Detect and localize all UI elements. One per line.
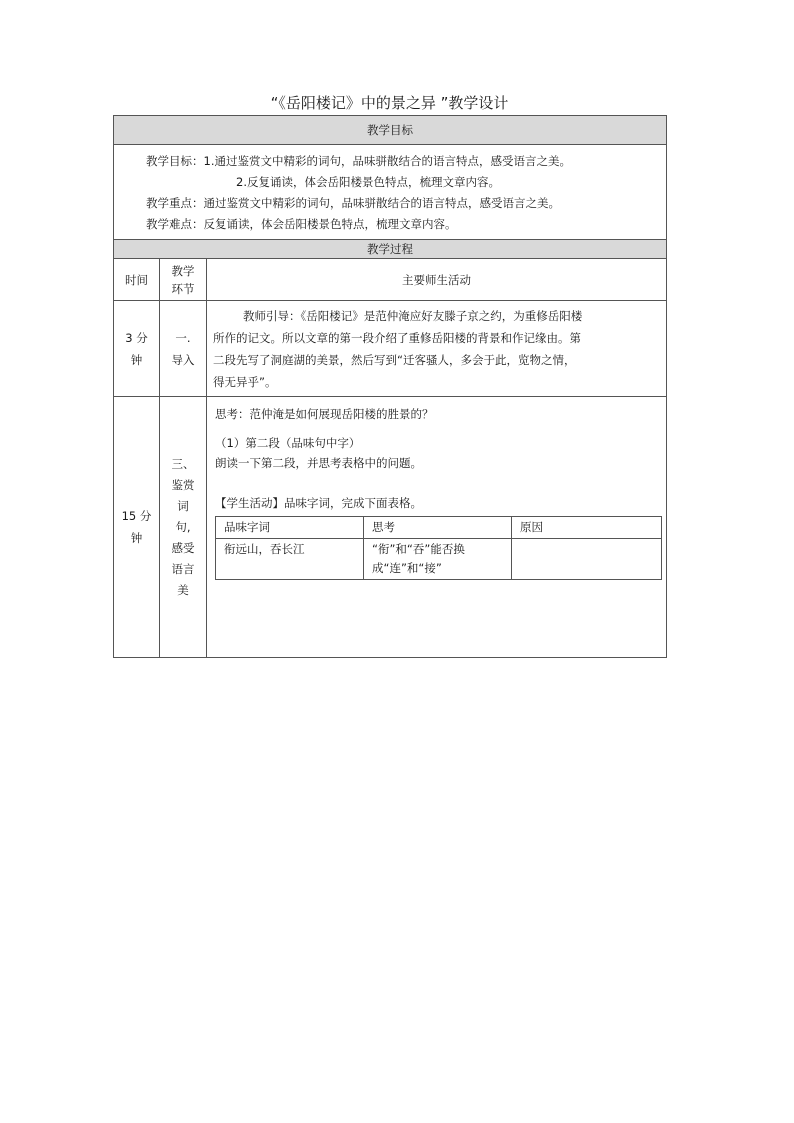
stage-line: 美 <box>177 582 189 597</box>
intro-activity: 教师引导：《岳阳楼记》是范仲淹应好友滕子京之约，为重修岳阳楼 所作的记文。所以文章的第一段介绍了重修岳阳楼的背景和作记缘由。第 二段先写了洞庭湖的美景，然后写到“迁客骚人，多会于此，览物之情， 得无异乎”。 <box>207 301 667 397</box>
stage-line: 感受 <box>171 540 195 555</box>
appreciate-activity <box>207 397 667 658</box>
stage-line: 语言 <box>171 561 195 576</box>
process-header-row <box>114 240 667 259</box>
inner-header-think: 思考 <box>364 517 512 539</box>
appreciate-time: 15 分 钟 <box>114 397 160 658</box>
inner-header-row <box>216 517 662 539</box>
col-stage-header: 教学 环节 <box>160 259 207 301</box>
paragraph-label: （1）第二段（品味句中字） <box>215 436 361 450</box>
inner-word-cell: 衔远山，吞长江 <box>216 539 364 580</box>
goals-row <box>114 145 667 240</box>
col-activity-header: 主要师生活动 <box>207 259 667 301</box>
goals-header: 教学目标 <box>114 116 667 145</box>
student-activity: 【学生活动】品味字词，完成下面表格。 <box>215 496 422 510</box>
read-instruction: 朗读一下第二段，并思考表格中的问题。 <box>215 456 422 470</box>
lesson-plan-table <box>113 115 667 658</box>
goals-cell <box>114 145 667 240</box>
goal-line-2: 2.反复诵读，体会岳阳楼景色特点，梳理文章内容。 <box>236 175 500 189</box>
key-point-line: 教学重点：通过鉴赏文中精彩的词句，品味骈散结合的语言特点，感受语言之美。 <box>146 196 560 210</box>
inner-header-reason: 原因 <box>512 517 662 539</box>
stage-line: 鉴赏 <box>171 477 195 492</box>
appreciate-row <box>114 397 667 658</box>
stage-line: 词 <box>177 498 189 513</box>
intro-stage: 一. 导入 <box>160 301 207 397</box>
document-title: “《岳阳楼记》中的景之异 ”教学设计 <box>270 94 509 112</box>
goals-header-row <box>114 116 667 145</box>
inner-header-word: 品味字词 <box>216 517 364 539</box>
process-header: 教学过程 <box>114 240 667 259</box>
think-question: 思考：范仲淹是如何展现岳阳楼的胜景的？ <box>215 407 434 421</box>
intro-row <box>114 301 667 397</box>
stage-line: 句, <box>175 519 191 534</box>
word-analysis-table <box>215 516 662 580</box>
difficulty-line: 教学难点：反复诵读，体会岳阳楼景色特点，梳理文章内容。 <box>146 217 457 231</box>
col-time-header: 时间 <box>114 259 160 301</box>
stage-lines <box>160 454 206 601</box>
column-header-row <box>114 259 667 301</box>
goal-line-1: 教学目标：1.通过鉴赏文中精彩的词句，品味骈散结合的语言特点，感受语言之美。 <box>146 154 571 168</box>
inner-reason-cell <box>512 539 662 580</box>
intro-time: 3 分 钟 <box>114 301 160 397</box>
appreciate-stage <box>160 397 207 658</box>
inner-data-row <box>216 539 662 580</box>
stage-line: 三、 <box>171 456 195 471</box>
inner-think-cell: “衔”和“吞”能否换 成“连”和“接” <box>364 539 512 580</box>
